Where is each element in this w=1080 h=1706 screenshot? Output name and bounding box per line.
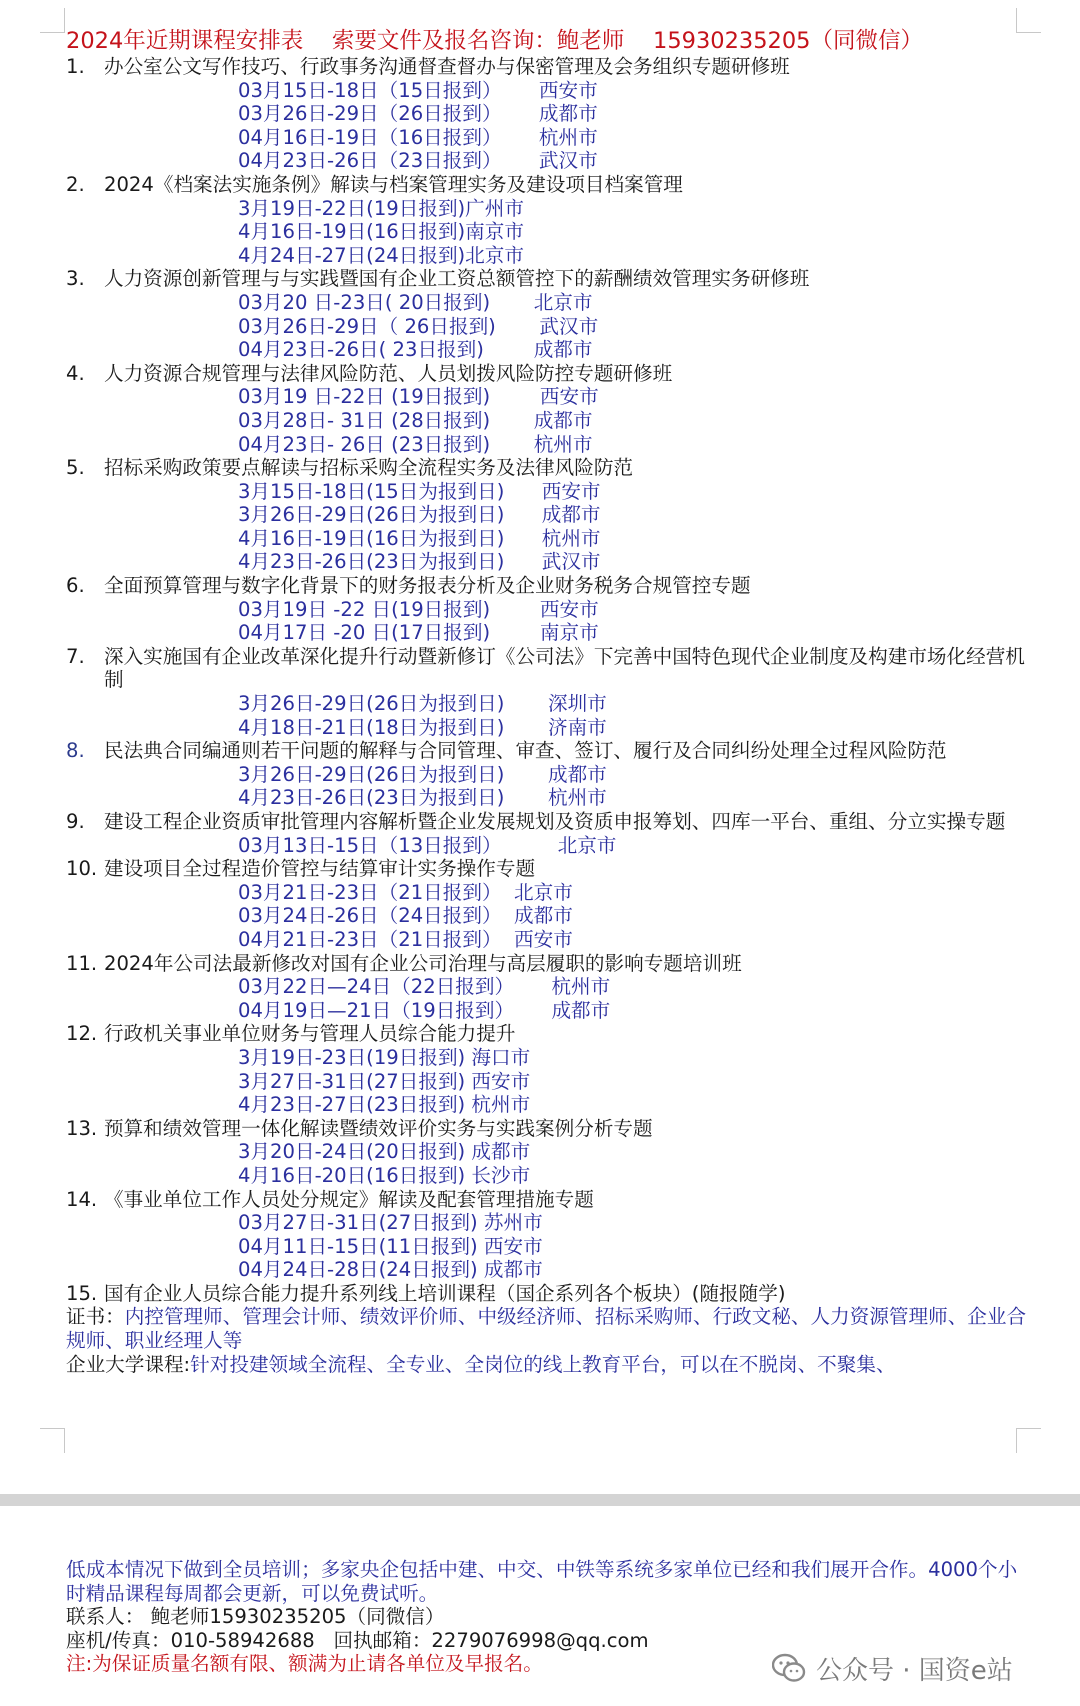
- course-session: 3月27日-31日(27日报到) 西安市: [238, 1069, 531, 1093]
- course-item: [66, 574, 1030, 598]
- course-name: 预算和绩效管理一体化解读暨绩效评价实务与实践案例分析专题: [104, 1116, 653, 1140]
- course-session: 3月15日-18日(15日为报到日) 西安市: [238, 479, 601, 503]
- course-name: 民法典合同编通则若干问题的解释与合同管理、审查、签订、履行及合同纠纷处理全过程风险防范: [104, 739, 947, 763]
- course-session: 04月23日-26日（23日报到） 武汉市: [238, 149, 598, 173]
- course-name: 人力资源创新管理与与实践暨国有企业工资总额管控下的薪酬绩效管理实务研修班: [104, 267, 810, 291]
- course-session: 03月15日-18日（15日报到） 西安市: [238, 78, 598, 102]
- course-name: 2024《档案法实施条例》解读与档案管理实务及建设项目档案管理: [104, 172, 683, 196]
- course-session: 04月17日 -20 日(17日报到) 南京市: [238, 621, 599, 645]
- course-name: 《事业单位工作人员处分规定》解读及配套管理措施专题: [104, 1187, 594, 1211]
- course-session: 3月26日-29日(26日为报到日) 成都市: [238, 503, 601, 527]
- registration-note: 注:为保证质量名额有限、额满为止请各单位及早报名。: [66, 1652, 543, 1676]
- course-number: 15.: [66, 1281, 98, 1305]
- course-number: 14.: [66, 1187, 98, 1211]
- course-session: 4月16日-20日(16日报到) 长沙市: [238, 1163, 531, 1187]
- course-item: [66, 173, 1030, 197]
- course-session: 4月16日-19日(16日为报到日) 杭州市: [238, 526, 601, 550]
- course-number: 7.: [66, 644, 85, 668]
- course-session: 04月23日- 26日 (23日报到) 杭州市: [238, 432, 593, 456]
- course-item: [66, 952, 1030, 976]
- course-name: 建设项目全过程造价管控与结算审计实务操作专题: [104, 857, 536, 881]
- crop-mark-bottom-right: [1016, 1428, 1041, 1453]
- course-session: 03月21日-23日（21日报到） 北京市: [238, 880, 573, 904]
- course-number: 2.: [66, 172, 85, 196]
- course-session: 4月18日-21日(18日为报到日) 济南市: [238, 715, 607, 739]
- page-title: 2024年近期课程安排表 索要文件及报名咨询：鲍老师 15930235205（同微信）: [66, 28, 923, 54]
- course-item: [66, 1117, 1030, 1141]
- watermark-text: 公众号 · 国资e站: [816, 1655, 1013, 1686]
- course-number: 3.: [66, 267, 85, 291]
- course-session: 4月24日-27日(24日报到)北京市: [238, 243, 524, 267]
- course-item: [66, 1188, 1030, 1212]
- course-session: 04月23日-26日( 23日报到) 成都市: [238, 338, 593, 362]
- course-item: [66, 857, 1030, 881]
- course-name: 全面预算管理与数字化背景下的财务报表分析及企业财务税务合规管控专题: [104, 574, 751, 598]
- course-item: [66, 362, 1030, 386]
- course-session: 03月19日 -22 日(19日报到) 西安市: [238, 597, 599, 621]
- course-item: [66, 55, 1030, 79]
- course-item: [66, 1282, 1030, 1306]
- course-number: 10.: [66, 857, 98, 881]
- course-session: 04月11日-15日(11日报到) 西安市: [238, 1234, 543, 1258]
- course-session: 4月23日-27日(23日报到) 杭州市: [238, 1093, 531, 1117]
- course-session: 03月13日-15日（13日报到） 北京市: [238, 833, 617, 857]
- course-number: 9.: [66, 810, 85, 833]
- course-session: 04月21日-23日（21日报到） 西安市: [238, 927, 573, 951]
- page-separator: [0, 1494, 1080, 1506]
- course-name: 行政机关事业单位财务与管理人员综合能力提升: [104, 1022, 516, 1046]
- course-name: 建设工程企业资质审批管理内容解析暨企业发展规划及资质申报筹划、四库一平台、重组、分立实操专题: [104, 810, 1006, 833]
- course-session: 03月27日-31日(27日报到) 苏州市: [238, 1211, 543, 1235]
- course-session: 3月19日-22日(19日报到)广州市: [238, 196, 524, 220]
- course-session: 4月23日-26日(23日为报到日) 武汉市: [238, 550, 601, 574]
- course-item: [66, 1022, 1030, 1046]
- course-list: [66, 55, 1030, 1305]
- course-session: 03月19 日-22日 (19日报到) 西安市: [238, 385, 599, 409]
- wechat-icon: [772, 1653, 806, 1683]
- course-session: 4月23日-26日(23日为报到日) 杭州市: [238, 786, 607, 810]
- course-session: 03月22日—24日（22日报到） 杭州市: [238, 975, 611, 999]
- course-number: 12.: [66, 1022, 98, 1046]
- course-item: [66, 739, 1030, 763]
- certificates: 证书：内控管理师、管理会计师、绩效评价师、中级经济师、招标采购师、行政文秘、人力资源管理师、企业合规师、职业经理人等: [66, 1305, 1027, 1353]
- course-number: 1.: [66, 55, 85, 78]
- course-session: 04月24日-28日(24日报到) 成都市: [238, 1258, 543, 1282]
- course-session: 3月20日-24日(20日报到) 成都市: [238, 1140, 531, 1164]
- course-item: [66, 810, 1030, 834]
- contact-person: 联系人： 鲍老师15930235205（同微信）: [66, 1605, 445, 1629]
- course-session: 04月16日-19日（16日报到） 杭州市: [238, 125, 598, 149]
- course-session: 4月16日-19日(16日报到)南京市: [238, 220, 524, 244]
- course-name: 2024年公司法最新修改对国有企业公司治理与高层履职的影响专题培训班: [104, 951, 742, 975]
- watermark: [772, 1648, 1013, 1688]
- schedule-page: [66, 27, 1030, 1376]
- crop-mark-top-left: [40, 8, 65, 33]
- course-session: 03月28日- 31日 (28日报到) 成都市: [238, 408, 593, 432]
- course-session: 03月26日-29日（26日报到） 成都市: [238, 102, 598, 126]
- course-number: 6.: [66, 574, 85, 598]
- course-name: 深入实施国有企业改革深化提升行动暨新修订《公司法》下完善中国特色现代企业制度及构建市场化经营机制: [104, 644, 1025, 692]
- continued-text: 低成本情况下做到全员培训；多家央企包括中建、中交、中铁等系统多家单位已经和我们展开合作。4000个小时精品课程每周都会更新，可以免费试听。: [66, 1558, 1018, 1605]
- enterprise-university: 企业大学课程:针对投建领域全流程、全专业、全岗位的线上教育平台，可以在不脱岗、不聚集、: [66, 1352, 896, 1376]
- course-number: 13.: [66, 1116, 98, 1140]
- course-item: [66, 267, 1030, 291]
- course-item: [66, 456, 1030, 480]
- course-session: 03月24日-26日（24日报到） 成都市: [238, 904, 573, 928]
- course-session: 04月19日—21日（19日报到） 成都市: [238, 998, 611, 1022]
- course-name: 办公室公文写作技巧、行政事务沟通督查督办与保密管理及会务组织专题研修班: [104, 55, 790, 78]
- course-session: 3月26日-29日(26日为报到日) 深圳市: [238, 692, 607, 716]
- course-session: 3月26日-29日(26日为报到日) 成都市: [238, 762, 607, 786]
- course-name: 国有企业人员综合能力提升系列线上培训课程（国企系列各个板块）(随报随学): [104, 1281, 786, 1305]
- course-session: 3月19日-23日(19日报到) 海口市: [238, 1045, 531, 1069]
- crop-mark-bottom-left: [40, 1428, 65, 1453]
- course-session: 03月26日-29日（ 26日报到) 武汉市: [238, 314, 599, 338]
- course-number: 4.: [66, 361, 85, 385]
- course-name: 人力资源合规管理与法律风险防范、人员划拨风险防控专题研修班: [104, 361, 673, 385]
- course-item: [66, 645, 1030, 692]
- course-number: 11.: [66, 951, 98, 975]
- fax-email: 座机/传真：010-58942688 回执邮箱：2279076998@qq.com: [66, 1628, 649, 1652]
- course-number: 5.: [66, 456, 85, 480]
- course-number: 8.: [66, 739, 85, 763]
- course-session: 03月20 日-23日( 20日报到) 北京市: [238, 290, 593, 314]
- course-name: 招标采购政策要点解读与招标采购全流程实务及法律风险防范: [104, 456, 634, 480]
